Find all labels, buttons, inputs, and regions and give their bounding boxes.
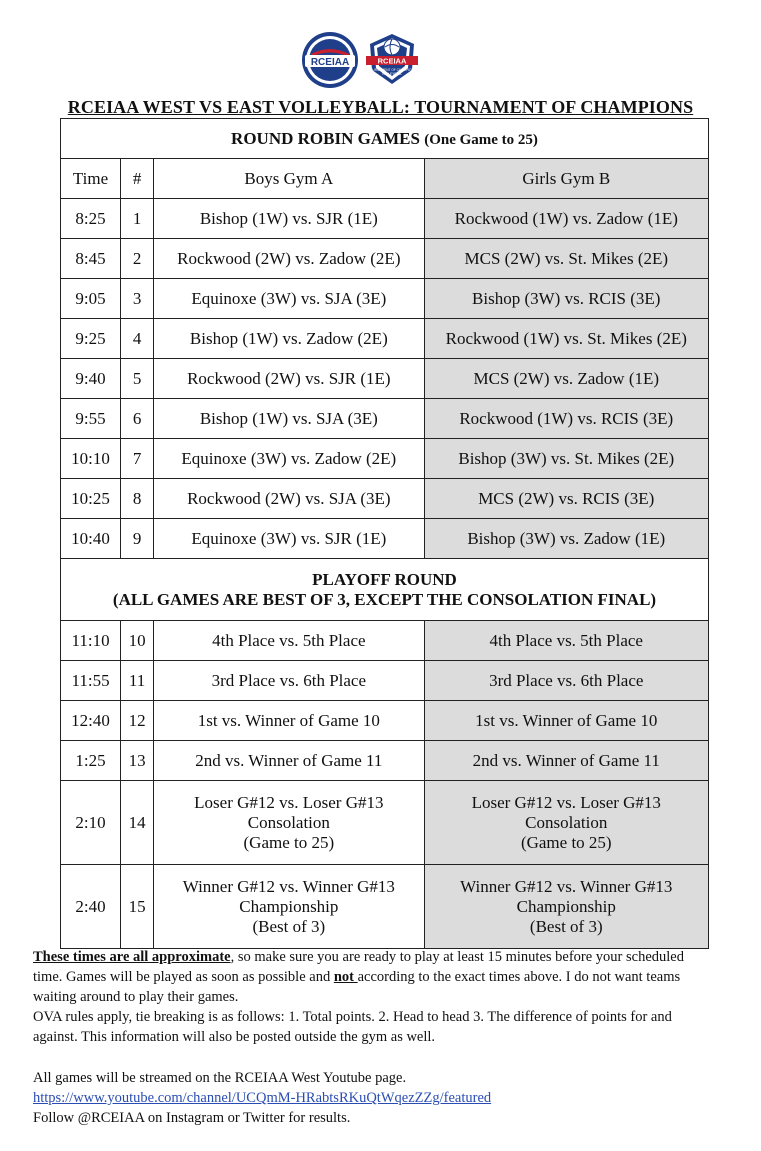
gym-a-matchup: 2nd vs. Winner of Game 11 bbox=[154, 741, 424, 781]
game-number: 12 bbox=[121, 701, 154, 741]
game-time: 10:25 bbox=[61, 479, 121, 519]
round-robin-heading: ROUND ROBIN GAMES bbox=[231, 128, 420, 148]
game-number: 5 bbox=[121, 359, 154, 399]
playoff-heading-row bbox=[61, 559, 709, 621]
gym-a-matchup-line-2: Consolation bbox=[247, 812, 330, 832]
game-row bbox=[61, 519, 709, 559]
header-num: # bbox=[121, 159, 154, 199]
header-logos bbox=[0, 30, 761, 90]
game-time: 12:40 bbox=[61, 701, 121, 741]
gym-a-matchup: 1st vs. Winner of Game 10 bbox=[154, 701, 424, 741]
game-row bbox=[61, 399, 709, 439]
gym-b-matchup: Bishop (3W) vs. RCIS (3E) bbox=[424, 279, 708, 319]
gym-b-matchup: MCS (2W) vs. Zadow (1E) bbox=[424, 359, 708, 399]
game-number: 15 bbox=[121, 865, 154, 949]
game-row bbox=[61, 865, 709, 949]
rceiaa-logo-icon bbox=[297, 30, 363, 90]
tournament-logo-text: RCEIAA bbox=[377, 56, 407, 66]
playoff-heading: PLAYOFF ROUND bbox=[312, 569, 457, 589]
gym-b-matchup-line-2: Consolation bbox=[525, 812, 608, 832]
gym-a-matchup: Equinoxe (3W) vs. Zadow (2E) bbox=[154, 439, 424, 479]
gym-a-matchup: Rockwood (2W) vs. Zadow (2E) bbox=[154, 239, 424, 279]
header-gym-a: Boys Gym A bbox=[154, 159, 424, 199]
game-time: 8:45 bbox=[61, 239, 121, 279]
game-row bbox=[61, 279, 709, 319]
game-time: 2:40 bbox=[61, 865, 121, 949]
gym-b-matchup-line-3: (Game to 25) bbox=[520, 832, 612, 852]
rceiaa-logo-text: RCEIAA bbox=[310, 57, 350, 68]
gym-a-matchup: Rockwood (2W) vs. SJA (3E) bbox=[154, 479, 424, 519]
notes-follow-text: Follow @RCEIAA on Instagram or Twitter for results. bbox=[33, 1110, 351, 1126]
round-robin-subheading: (One Game to 25) bbox=[424, 131, 538, 148]
header-time: Time bbox=[61, 159, 121, 199]
gym-b-matchup-line-3: (Best of 3) bbox=[529, 916, 603, 936]
gym-a-matchup: 4th Place vs. 5th Place bbox=[154, 621, 424, 661]
notes-stream-text: All games will be streamed on the RCEIAA West Youtube page. bbox=[33, 1070, 407, 1086]
gym-b-matchup: MCS (2W) vs. RCIS (3E) bbox=[424, 479, 708, 519]
game-time: 9:05 bbox=[61, 279, 121, 319]
document-title: RCEIAA WEST VS EAST VOLLEYBALL: TOURNAMENT OF CHAMPIONS bbox=[67, 97, 694, 117]
tournament-logo-subtext: TOURNAMENT OF CHAMPIONS bbox=[368, 68, 416, 72]
notes-section bbox=[33, 947, 713, 1128]
game-time: 9:55 bbox=[61, 399, 121, 439]
round-robin-heading-row bbox=[61, 119, 709, 159]
gym-a-matchup bbox=[154, 781, 424, 865]
game-time: 10:40 bbox=[61, 519, 121, 559]
gym-b-matchup bbox=[424, 865, 708, 949]
game-number: 11 bbox=[121, 661, 154, 701]
game-time: 1:25 bbox=[61, 741, 121, 781]
game-row bbox=[61, 239, 709, 279]
notes-paragraph-1 bbox=[33, 947, 713, 1007]
game-number: 10 bbox=[121, 621, 154, 661]
tournament-logo-icon bbox=[362, 30, 422, 88]
gym-b-matchup: Bishop (3W) vs. Zadow (1E) bbox=[424, 519, 708, 559]
game-number: 9 bbox=[121, 519, 154, 559]
game-number: 3 bbox=[121, 279, 154, 319]
gym-a-matchup: Equinoxe (3W) vs. SJA (3E) bbox=[154, 279, 424, 319]
game-number: 8 bbox=[121, 479, 154, 519]
game-time: 11:55 bbox=[61, 661, 121, 701]
notes-paragraph-2: OVA rules apply, tie breaking is as follows: 1. Total points. 2. Head to head 3. The difference of points for and against. This information will also be posted outside the gym as well. bbox=[33, 1009, 672, 1045]
game-number: 14 bbox=[121, 781, 154, 865]
gym-b-matchup: 3rd Place vs. 6th Place bbox=[424, 661, 708, 701]
gym-b-matchup: 2nd vs. Winner of Game 11 bbox=[424, 741, 708, 781]
game-row bbox=[61, 439, 709, 479]
game-number: 7 bbox=[121, 439, 154, 479]
playoff-heading-cell bbox=[61, 559, 709, 621]
game-time: 9:40 bbox=[61, 359, 121, 399]
notes-spacer bbox=[33, 1047, 713, 1068]
game-row bbox=[61, 701, 709, 741]
gym-a-matchup: 3rd Place vs. 6th Place bbox=[154, 661, 424, 701]
gym-b-matchup: MCS (2W) vs. St. Mikes (2E) bbox=[424, 239, 708, 279]
game-time: 2:10 bbox=[61, 781, 121, 865]
gym-b-matchup-line-1: Winner G#12 vs. Winner G#13 bbox=[460, 876, 673, 896]
game-time: 10:10 bbox=[61, 439, 121, 479]
notes-p1-text-b: according to the exact times above. I do not want teams waiting around to play their games. bbox=[33, 969, 681, 1005]
game-time: 11:10 bbox=[61, 621, 121, 661]
game-row bbox=[61, 199, 709, 239]
gym-a-matchup-line-3: (Game to 25) bbox=[243, 832, 335, 852]
notes-approximate-emphasis: These times are all approximate bbox=[33, 949, 231, 965]
gym-b-matchup: Rockwood (1W) vs. St. Mikes (2E) bbox=[424, 319, 708, 359]
gym-b-matchup: Bishop (3W) vs. St. Mikes (2E) bbox=[424, 439, 708, 479]
game-row bbox=[61, 621, 709, 661]
playoff-subheading: (ALL GAMES ARE BEST OF 3, EXCEPT THE CONSOLATION FINAL) bbox=[112, 589, 657, 609]
notes-not-emphasis: not bbox=[333, 969, 358, 985]
gym-a-matchup: Bishop (1W) vs. Zadow (2E) bbox=[154, 319, 424, 359]
gym-b-matchup: 1st vs. Winner of Game 10 bbox=[424, 701, 708, 741]
game-row bbox=[61, 781, 709, 865]
game-time: 9:25 bbox=[61, 319, 121, 359]
notes-stream-link-line bbox=[33, 1088, 713, 1108]
gym-b-matchup: 4th Place vs. 5th Place bbox=[424, 621, 708, 661]
game-number: 13 bbox=[121, 741, 154, 781]
game-row bbox=[61, 479, 709, 519]
gym-a-matchup-line-1: Winner G#12 vs. Winner G#13 bbox=[182, 876, 395, 896]
game-number: 1 bbox=[121, 199, 154, 239]
gym-a-matchup-line-2: Championship bbox=[239, 896, 339, 916]
gym-b-matchup: Rockwood (1W) vs. Zadow (1E) bbox=[424, 199, 708, 239]
youtube-link[interactable]: https://www.youtube.com/channel/UCQmM-HRabtsRKuQtWqezZZg/featured bbox=[33, 1090, 492, 1106]
notes-p1-text-a: , so make sure you are ready to play at least 15 minutes before your scheduled time. Games will be played as soon as possible and bbox=[33, 949, 684, 985]
gym-b-matchup-line-1: Loser G#12 vs. Loser G#13 bbox=[471, 792, 661, 812]
schedule-table bbox=[60, 118, 709, 949]
game-row bbox=[61, 359, 709, 399]
gym-a-matchup-line-1: Loser G#12 vs. Loser G#13 bbox=[194, 792, 384, 812]
gym-a-matchup: Bishop (1W) vs. SJA (3E) bbox=[154, 399, 424, 439]
gym-b-matchup-line-2: Championship bbox=[516, 896, 616, 916]
gym-b-matchup: Rockwood (1W) vs. RCIS (3E) bbox=[424, 399, 708, 439]
gym-b-matchup bbox=[424, 781, 708, 865]
column-header-row bbox=[61, 159, 709, 199]
game-row bbox=[61, 661, 709, 701]
game-number: 4 bbox=[121, 319, 154, 359]
game-row bbox=[61, 741, 709, 781]
header-gym-b: Girls Gym B bbox=[424, 159, 708, 199]
gym-a-matchup: Rockwood (2W) vs. SJR (1E) bbox=[154, 359, 424, 399]
gym-a-matchup: Bishop (1W) vs. SJR (1E) bbox=[154, 199, 424, 239]
game-time: 8:25 bbox=[61, 199, 121, 239]
gym-a-matchup bbox=[154, 865, 424, 949]
game-number: 6 bbox=[121, 399, 154, 439]
tournament-logo-sport: VOLLEYBALL bbox=[381, 72, 403, 76]
game-row bbox=[61, 319, 709, 359]
game-number: 2 bbox=[121, 239, 154, 279]
gym-a-matchup-line-3: (Best of 3) bbox=[252, 916, 326, 936]
gym-a-matchup: Equinoxe (3W) vs. SJR (1E) bbox=[154, 519, 424, 559]
